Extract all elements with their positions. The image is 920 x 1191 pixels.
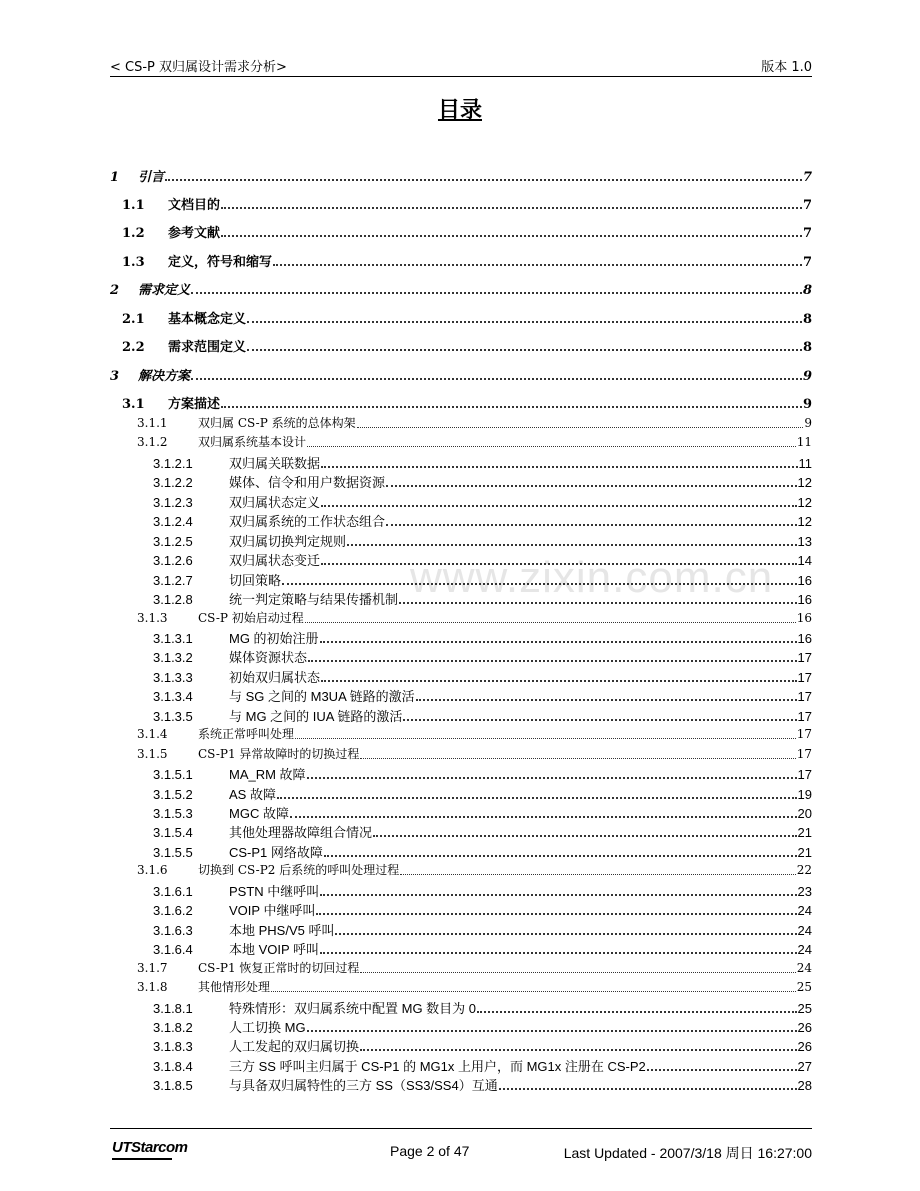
toc-entry-number: 3.1.4	[137, 727, 168, 742]
toc-entry[interactable]	[110, 222, 812, 241]
company-logo: UTStarcom	[112, 1139, 188, 1156]
toc-dot-leader	[499, 1088, 797, 1090]
toc-dot-leader	[221, 207, 802, 209]
toc-entry-number: 3.1.6	[137, 863, 168, 878]
toc-dot-leader	[386, 524, 797, 526]
toc-entry[interactable]	[110, 550, 812, 569]
toc-entry-page: 22	[796, 863, 812, 878]
toc-entry[interactable]	[110, 745, 812, 762]
toc-entry-page: 24	[797, 922, 812, 938]
toc-entry-number: 3.1.5.1	[153, 767, 193, 783]
toc-entry-label: 双归属关联数据	[229, 455, 321, 471]
toc-entry[interactable]	[110, 725, 812, 742]
toc-dot-leader	[307, 777, 797, 779]
toc-entry-number: 3	[110, 369, 120, 384]
toc-entry-number: 3.1.8.5	[153, 1078, 193, 1094]
toc-entry[interactable]	[110, 336, 812, 355]
toc-entry-label: 方案描述	[168, 397, 221, 412]
toc-entry-page: 12	[797, 514, 812, 530]
toc-entry-number: 3.1.6.3	[153, 922, 193, 938]
toc-entry-label: 统一判定策略与结果传播机制	[229, 592, 399, 608]
toc-dot-leader	[347, 544, 797, 546]
toc-entry[interactable]	[110, 706, 812, 725]
toc-entry[interactable]	[110, 393, 812, 412]
toc-entry-page: 17	[797, 708, 812, 724]
toc-entry-page: 24	[797, 942, 812, 958]
toc-entry-page: 8	[802, 312, 812, 327]
toc-entry-page: 17	[797, 689, 812, 705]
toc-dot-leader	[321, 505, 797, 507]
watermark: www.zixin.com.cn	[410, 553, 774, 602]
toc-entry-page: 7	[802, 255, 812, 270]
toc-entry-number: 3.1.3	[137, 610, 168, 625]
toc-entry-number: 3.1.3.3	[153, 669, 193, 685]
toc-entry[interactable]	[110, 1036, 812, 1055]
page-number: Page 2 of 47	[390, 1143, 470, 1159]
toc-entry-number: 3.1.2.2	[153, 475, 193, 491]
toc-entry-page: 8	[802, 283, 812, 298]
toc-entry-label: 双归属系统的工作状态组合	[229, 514, 386, 530]
toc-entry-label: 解决方案	[138, 369, 191, 384]
toc-entry-number: 3.1.2.4	[153, 514, 193, 530]
toc-dot-leader	[273, 264, 802, 266]
toc-entry[interactable]	[110, 365, 812, 384]
toc-entry-page: 9	[802, 397, 812, 412]
toc-entry-page: 17	[797, 650, 812, 666]
toc-dot-leader	[320, 952, 796, 954]
toc-entry-label: 三方 SS 呼叫主归属于 CS-P1 的 MG1x 上用户，而 MG1x 注册在 CS-P2	[229, 1058, 646, 1074]
toc-entry[interactable]	[110, 822, 812, 841]
toc-entry-number: 3.1.6.4	[153, 942, 193, 958]
toc-dot-leader	[399, 602, 797, 604]
toc-entry-page: 17	[796, 746, 812, 761]
toc-entry[interactable]	[110, 570, 812, 589]
header-version: 版本 1.0	[761, 60, 812, 75]
toc-entry[interactable]	[110, 842, 812, 861]
toc-entry[interactable]	[110, 978, 812, 995]
toc-entry-page: 16	[796, 610, 812, 625]
toc-entry-page: 16	[797, 572, 812, 588]
toc-entry-label: 媒体资源状态	[229, 650, 308, 666]
toc-dot-leader	[357, 427, 804, 428]
toc-entry[interactable]	[110, 433, 812, 450]
toc-entry[interactable]	[110, 667, 812, 686]
toc-dot-leader	[320, 894, 796, 896]
toc-entry-label: 与 SG 之间的 M3UA 链路的激活	[229, 689, 415, 705]
toc-dot-leader	[321, 680, 797, 682]
toc-dot-leader	[373, 835, 797, 837]
toc-entry-label: 其他处理器故障组合情况	[229, 825, 373, 841]
logo-underline	[112, 1158, 172, 1160]
toc-entry-label: 人工切换 MG	[229, 1019, 306, 1035]
toc-dot-leader	[308, 660, 797, 662]
toc-dot-leader	[403, 719, 796, 721]
toc-entry[interactable]	[110, 647, 812, 666]
toc-entry-label: 其他情形处理	[198, 980, 271, 995]
toc-entry[interactable]	[110, 959, 812, 976]
toc-dot-leader	[282, 583, 797, 585]
toc-entry-number: 2	[110, 283, 120, 298]
toc-entry-page: 7	[802, 198, 812, 213]
toc-entry[interactable]	[110, 939, 812, 958]
toc-entry[interactable]	[110, 764, 812, 783]
toc-entry-label: VOIP 中继呼叫	[229, 903, 316, 919]
toc-entry-number: 3.1.3.5	[153, 708, 193, 724]
toc-dot-leader	[360, 1049, 797, 1051]
toc-dot-leader	[305, 622, 796, 623]
toc-entry-page: 16	[797, 630, 812, 646]
toc-entry-number: 3.1.8	[137, 980, 168, 995]
toc-entry-page: 28	[797, 1078, 812, 1094]
toc-entry[interactable]	[110, 194, 812, 213]
toc-entry-page: 11	[798, 455, 812, 471]
toc-dot-leader	[647, 1069, 797, 1071]
toc-entry-page: 21	[797, 825, 812, 841]
toc-entry-label: 双归属状态变迁	[229, 553, 321, 569]
toc-entry-label: 系统正常呼叫处理	[198, 727, 295, 742]
toc-entry[interactable]	[110, 531, 812, 550]
toc-entry-number: 3.1.5.3	[153, 806, 193, 821]
toc-dot-leader	[191, 378, 802, 380]
toc-entry[interactable]	[110, 609, 812, 626]
toc-entry[interactable]	[110, 920, 812, 939]
toc-dot-leader	[295, 738, 796, 739]
last-updated: Last Updated - 2007/3/18 周日 16:27:00	[563, 1145, 812, 1161]
toc-entry-number: 2.1	[122, 312, 145, 327]
toc-dot-leader	[290, 816, 797, 818]
toc-entry-page: 19	[797, 786, 812, 802]
toc-entry-page: 7	[802, 226, 812, 241]
toc-dot-leader	[191, 292, 802, 294]
toc-entry[interactable]	[110, 628, 812, 647]
toc-dot-leader	[321, 563, 797, 565]
toc-entry-label: 双归属状态定义	[229, 494, 321, 510]
toc-entry[interactable]	[110, 492, 812, 511]
toc-dot-leader	[307, 1030, 797, 1032]
toc-entry-page: 9	[802, 369, 812, 384]
toc-entry[interactable]	[110, 861, 812, 878]
toc-entry-number: 3.1.3.4	[153, 689, 193, 705]
toc-entry-page: 26	[797, 1019, 812, 1035]
toc-entry-label: 基本概念定义	[168, 312, 247, 327]
toc-entry-page: 17	[797, 767, 812, 783]
toc-entry-number: 3.1.3.2	[153, 650, 193, 666]
toc-entry-number: 3.1.5.2	[153, 786, 193, 802]
toc-entry-label: 初始双归属状态	[229, 669, 321, 685]
toc-entry-number: 3.1.5.4	[153, 825, 193, 841]
toc-entry-page: 16	[797, 592, 812, 608]
toc-entry[interactable]	[110, 998, 812, 1017]
page-title: 目录	[437, 97, 482, 123]
toc-entry-page: 8	[802, 340, 812, 355]
toc-entry[interactable]	[110, 900, 812, 919]
toc-dot-leader	[416, 699, 797, 701]
toc-entry[interactable]	[110, 279, 812, 298]
toc-entry-number: 3.1	[122, 397, 145, 412]
toc-dot-leader	[321, 466, 797, 468]
toc-entry-label: AS 故障	[229, 786, 276, 802]
toc-dot-leader	[247, 349, 802, 351]
toc-entry-page: 17	[796, 727, 812, 742]
toc-entry-number: 1.2	[122, 226, 145, 241]
toc-entry[interactable]	[110, 251, 812, 270]
toc-entry-label: 引言	[138, 170, 165, 185]
toc-entry-page: 11	[796, 435, 812, 450]
toc-entry-number: 3.1.8.3	[153, 1039, 193, 1055]
toc-dot-leader	[277, 797, 797, 799]
toc-entry-number: 3.1.8.2	[153, 1019, 193, 1035]
toc-entry-page: 14	[797, 553, 812, 569]
page-header	[110, 52, 812, 77]
toc-entry-label: MGC 故障	[229, 806, 289, 821]
toc-dot-leader	[360, 972, 795, 973]
toc-entry-label: 与具备双归属特性的三方 SS（SS3/SS4）互通	[229, 1078, 498, 1094]
toc-entry-label: CS-P 初始启动过程	[198, 610, 304, 625]
toc-entry-label: 双归属切换判定规则	[229, 533, 347, 549]
header-doc-title: < CS-P 双归属设计需求分析>	[110, 60, 287, 75]
toc-entry-page: 13	[797, 533, 812, 549]
toc-entry-label: 定义，符号和缩写	[168, 255, 273, 270]
toc-entry-number: 1.3	[122, 255, 145, 270]
toc-dot-leader	[320, 641, 797, 643]
toc-entry-page: 27	[797, 1058, 812, 1074]
toc-dot-leader	[247, 321, 802, 323]
toc-entry-label: 双归属系统基本设计	[198, 435, 307, 450]
toc-entry[interactable]	[110, 414, 812, 431]
toc-entry-number: 3.1.3.1	[153, 630, 193, 646]
toc-dot-leader	[165, 179, 802, 181]
toc-dot-leader	[221, 406, 802, 408]
toc-entry-page: 21	[797, 844, 812, 860]
toc-entry[interactable]	[110, 686, 812, 705]
toc-dot-leader	[324, 855, 797, 857]
toc-entry-page: 17	[797, 669, 812, 685]
toc-dot-leader	[307, 446, 796, 447]
toc-entry[interactable]	[110, 881, 812, 900]
toc-entry-number: 3.1.5	[137, 746, 168, 761]
toc-entry-page: 23	[797, 883, 812, 899]
footer-divider	[110, 1128, 812, 1129]
toc-entry[interactable]	[110, 803, 812, 822]
toc-entry[interactable]	[110, 784, 812, 803]
toc-entry-label: 切换到 CS-P2 后系统的呼叫处理过程	[198, 863, 400, 878]
toc-entry-label: 与 MG 之间的 IUA 链路的激活	[229, 708, 403, 724]
toc-entry-number: 3.1.8.4	[153, 1058, 193, 1074]
toc-entry-page: 25	[796, 980, 812, 995]
toc-entry[interactable]	[110, 511, 812, 530]
toc-entry-page: 9	[804, 416, 812, 430]
toc-entry-label: 需求范围定义	[168, 340, 247, 355]
toc-entry-page: 12	[797, 475, 812, 491]
toc-entry-page: 12	[797, 494, 812, 510]
toc-entry-label: 切回策略	[229, 572, 282, 588]
toc-dot-leader	[316, 913, 796, 915]
toc-entry-number: 3.1.2.6	[153, 553, 193, 569]
toc-entry[interactable]	[110, 1017, 812, 1036]
toc-dot-leader	[360, 758, 795, 759]
toc-entry-page: 7	[802, 170, 812, 185]
toc-dot-leader	[400, 874, 795, 875]
toc-dot-leader	[477, 1011, 797, 1013]
toc-entry[interactable]	[110, 453, 812, 472]
toc-entry-label: MG 的初始注册	[229, 630, 319, 646]
toc-entry-page: 25	[797, 1000, 812, 1016]
toc-entry-page: 24	[797, 903, 812, 919]
toc-entry-label: CS-P1 网络故障	[229, 844, 323, 860]
toc-entry[interactable]	[110, 1075, 812, 1094]
toc-entry-label: 文档目的	[168, 198, 221, 213]
toc-entry-number: 2.2	[122, 340, 145, 355]
toc-entry-page: 20	[797, 806, 812, 821]
toc-entry-label: 人工发起的双归属切换	[229, 1039, 360, 1055]
toc-entry-number: 3.1.2.1	[153, 455, 193, 471]
toc-entry-number: 3.1.1	[137, 416, 168, 430]
toc-entry-number: 1	[110, 170, 120, 185]
toc-entry-label: 媒体、信令和用户数据资源	[229, 475, 386, 491]
toc-entry-label: PSTN 中继呼叫	[229, 883, 320, 899]
toc-entry-number: 3.1.7	[137, 960, 168, 975]
toc-entry-number: 3.1.2	[137, 435, 168, 450]
toc-entry[interactable]	[110, 589, 812, 608]
toc-entry-number: 3.1.2.7	[153, 572, 193, 588]
toc-entry-number: 3.1.2.8	[153, 592, 193, 608]
toc-entry-label: 特殊情形：双归属系统中配置 MG 数目为 0	[229, 1000, 477, 1016]
toc-entry-number: 3.1.2.3	[153, 494, 193, 510]
toc-entry-label: MA_RM 故障	[229, 767, 306, 783]
toc-entry-number: 1.1	[122, 198, 145, 213]
toc-dot-leader	[386, 485, 797, 487]
toc-dot-leader	[221, 235, 802, 237]
toc-entry-page: 26	[797, 1039, 812, 1055]
toc-entry-number: 3.1.6.1	[153, 883, 193, 899]
toc-entry-label: 本地 PHS/V5 呼叫	[229, 922, 335, 938]
toc-entry-label: CS-P1 恢复正常时的切回过程	[198, 960, 360, 975]
toc-entry-label: 参考文献	[168, 226, 221, 241]
toc-entry-label: 本地 VOIP 呼叫	[229, 942, 320, 958]
toc-entry-label: 需求定义	[138, 283, 191, 298]
toc-entry-number: 3.1.5.5	[153, 844, 193, 860]
toc-entry-number: 3.1.6.2	[153, 903, 193, 919]
toc-dot-leader	[271, 991, 796, 992]
toc-entry-number: 3.1.8.1	[153, 1000, 193, 1016]
toc-dot-leader	[335, 933, 796, 935]
toc-entry-label: 双归属 CS-P 系统的总体构架	[198, 416, 356, 430]
toc-entry-number: 3.1.2.5	[153, 533, 193, 549]
toc-entry[interactable]	[110, 166, 812, 185]
toc-entry-page: 24	[796, 960, 812, 975]
toc-entry[interactable]	[110, 1056, 812, 1075]
toc-entry[interactable]	[110, 472, 812, 491]
toc-entry-label: CS-P1 异常故障时的切换过程	[198, 746, 360, 761]
toc-entry[interactable]	[110, 308, 812, 327]
